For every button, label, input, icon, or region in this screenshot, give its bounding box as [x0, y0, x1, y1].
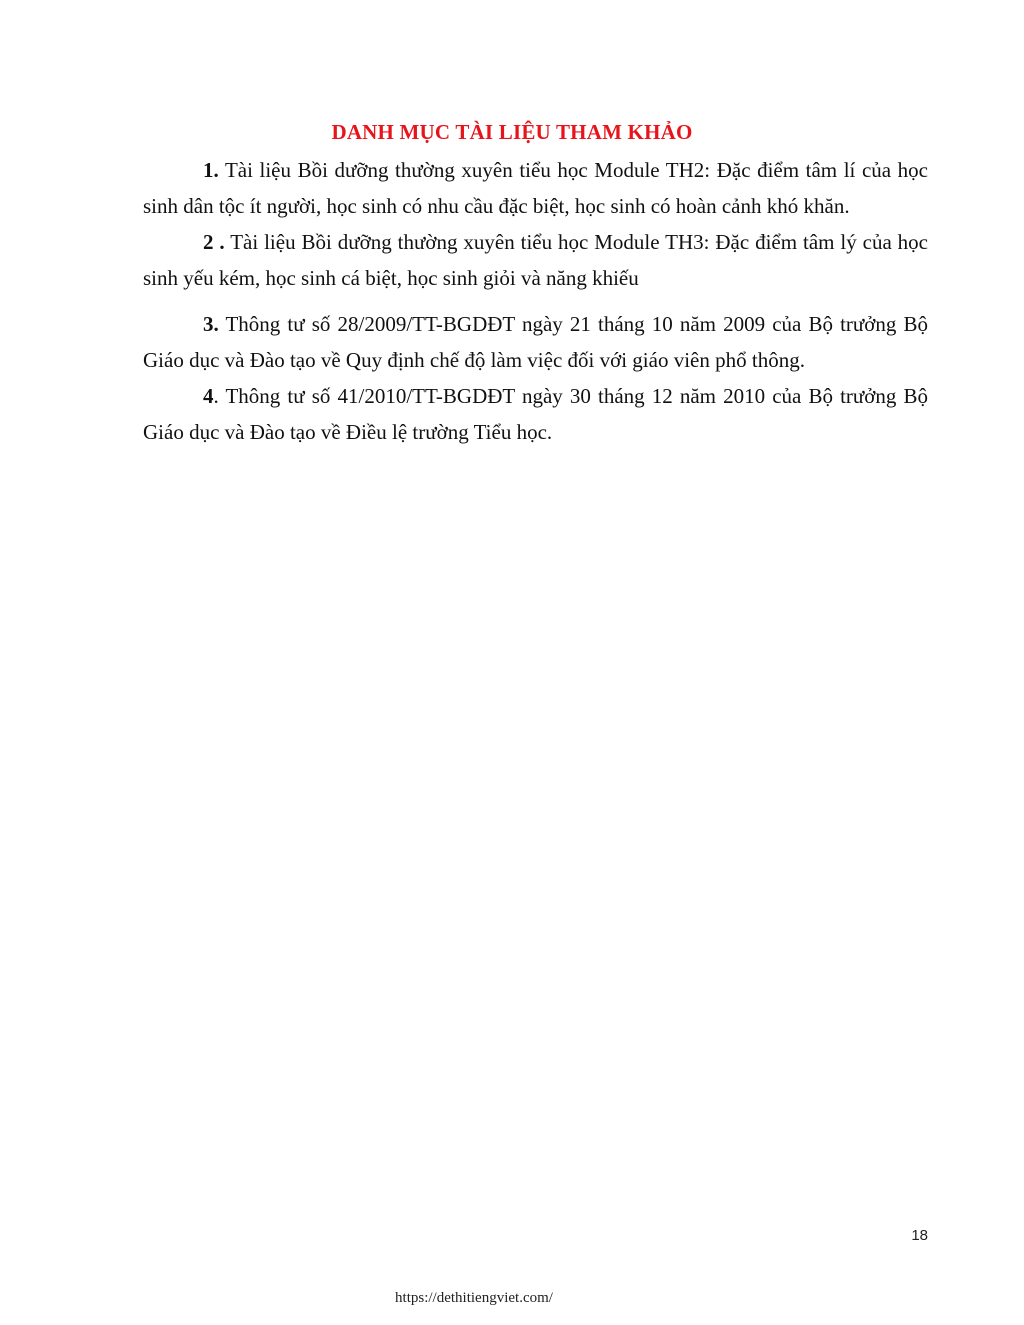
page-title: DANH MỤC TÀI LIỆU THAM KHẢO — [331, 120, 693, 144]
reference-number: 1. — [203, 158, 219, 182]
reference-list — [143, 152, 928, 450]
reference-item-1 — [143, 152, 928, 224]
footer-url: https://dethitiengviet.com/ — [395, 1290, 553, 1306]
reference-item-3 — [143, 306, 928, 378]
reference-item-2 — [143, 224, 928, 296]
reference-number: 4 — [203, 384, 214, 408]
reference-number: 2 . — [203, 230, 225, 254]
reference-item-4 — [143, 378, 928, 450]
page-number: 18 — [911, 1227, 928, 1244]
reference-text: Tài liệu Bồi dưỡng thường xuyên tiểu học Module TH3: Đặc điểm tâm lý của học sinh yếu kém, học sinh cá biệt, học sinh giỏi và năng khiếu — [143, 230, 929, 290]
reference-text: Tài liệu Bồi dưỡng thường xuyên tiểu học Module TH2: Đặc điểm tâm lí của học sinh dân tộc ít người, học sinh có nhu cầu đặc biệt, học sinh có hoàn cảnh khó khăn. — [143, 158, 928, 218]
reference-text: Thông tư số 28/2009/TT-BGDĐT ngày 21 tháng 10 năm 2009 của Bộ trưởng Bộ Giáo dục và Đào tạo về Quy định chế độ làm việc đối với giáo viên phổ thông. — [143, 312, 928, 372]
reference-number: 3. — [203, 312, 219, 336]
reference-text: . Thông tư số 41/2010/TT-BGDĐT ngày 30 tháng 12 năm 2010 của Bộ trưởng Bộ Giáo dục và Đào tạo về Điều lệ trường Tiểu học. — [143, 384, 928, 444]
